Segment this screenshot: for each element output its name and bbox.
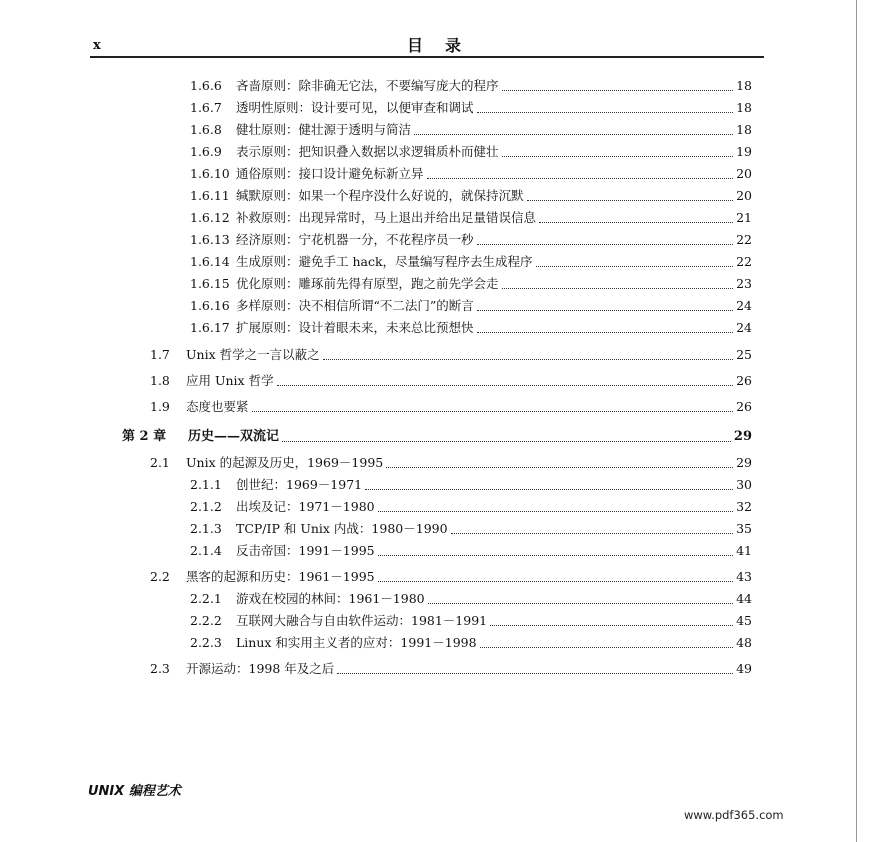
- toc-page-number: 43: [736, 569, 752, 584]
- toc-section-number: 1.6.13: [190, 232, 230, 247]
- toc-dot-leader: [365, 489, 733, 490]
- toc-section-title: 通俗原则：接口设计避免标新立异: [236, 166, 424, 181]
- toc-page-number: 32: [736, 499, 752, 514]
- toc-section-number: 1.6.12: [190, 210, 230, 225]
- toc-section-number: 2.1: [150, 455, 170, 470]
- toc-row[interactable]: [190, 253, 752, 271]
- toc-dot-leader: [477, 112, 734, 113]
- toc-section-title: 出埃及记：1971－1980: [236, 499, 375, 514]
- toc-section-title: 表示原则：把知识叠入数据以求逻辑质朴而健壮: [236, 144, 499, 159]
- toc-section-title: 应用 Unix 哲学: [186, 373, 274, 388]
- toc-dot-leader: [502, 156, 734, 157]
- toc-section-number: 2.2: [150, 569, 170, 584]
- toc-row[interactable]: [190, 231, 752, 249]
- toc-row[interactable]: [190, 634, 752, 652]
- toc-section-title: 缄默原则：如果一个程序没什么好说的，就保持沉默: [236, 188, 524, 203]
- header-divider: [90, 56, 764, 58]
- toc-dot-leader: [527, 200, 734, 201]
- toc-row[interactable]: [190, 319, 752, 337]
- header-title: 目录: [406, 36, 483, 55]
- toc-row[interactable]: [190, 99, 752, 117]
- toc-dot-leader: [539, 222, 733, 223]
- toc-page-number: 48: [736, 635, 752, 650]
- toc-section-number: 1.6.15: [190, 276, 230, 291]
- toc-page-number: 18: [736, 100, 752, 115]
- footer-watermark: www.pdf365.com: [684, 808, 784, 822]
- toc-dot-leader: [427, 178, 734, 179]
- toc-section-title: 生成原则：避免手工 hack，尽量编写程序去生成程序: [236, 254, 533, 269]
- toc-section-title: 开源运动：1998 年及之后: [186, 661, 335, 676]
- toc-page-number: 26: [736, 373, 752, 388]
- toc-section-title: 历史——双流记: [188, 429, 280, 444]
- toc-section-title: 优化原则：雕琢前先得有原型，跑之前先学会走: [236, 276, 499, 291]
- toc-page-number: 22: [736, 254, 752, 269]
- toc-page-number: 20: [736, 188, 752, 203]
- toc-row[interactable]: [150, 372, 752, 390]
- toc-page-number: 45: [736, 613, 752, 628]
- toc-row[interactable]: [190, 165, 752, 183]
- toc-row[interactable]: [190, 187, 752, 205]
- toc-section-number: 1.6.7: [190, 100, 222, 115]
- toc-section-number: 2.2.3: [190, 635, 222, 650]
- toc-section-title: 态度也要紧: [186, 399, 249, 414]
- toc-dot-leader: [428, 603, 733, 604]
- toc-section-title: 吝啬原则：除非确无它法，不要编写庞大的程序: [236, 78, 499, 93]
- toc-section-number: 1.6.9: [190, 144, 222, 159]
- toc-page-number: 20: [736, 166, 752, 181]
- toc-chapter-row[interactable]: [122, 428, 752, 446]
- toc-section-number: 1.7: [150, 347, 170, 362]
- toc-section-number: 1.6.11: [190, 188, 230, 203]
- toc-section-number: 1.6.14: [190, 254, 230, 269]
- toc-section-title: Linux 和实用主义者的应对：1991－1998: [236, 635, 477, 650]
- toc-section-title: 健壮原则：健壮源于透明与简洁: [236, 122, 412, 137]
- toc-row[interactable]: [190, 520, 752, 538]
- toc-row[interactable]: [150, 346, 752, 364]
- toc-page-number: 35: [736, 521, 752, 536]
- toc-row[interactable]: [190, 297, 752, 315]
- toc-row[interactable]: [190, 612, 752, 630]
- toc-page-number: 23: [736, 276, 752, 291]
- toc-dot-leader: [451, 533, 734, 534]
- toc-page-number: 19: [736, 144, 752, 159]
- toc-section-number: 2.1.4: [190, 543, 222, 558]
- toc-dot-leader: [477, 244, 734, 245]
- toc-section-title: 互联网大融合与自由软件运动：1981－1991: [236, 613, 488, 628]
- toc-row[interactable]: [150, 660, 752, 678]
- toc-section-title: Unix 的起源及历史，1969－1995: [186, 455, 384, 470]
- toc-row[interactable]: [190, 542, 752, 560]
- toc-dot-leader: [414, 134, 733, 135]
- toc-row[interactable]: [190, 143, 752, 161]
- toc-row[interactable]: [190, 275, 752, 293]
- toc-row[interactable]: [190, 476, 752, 494]
- toc-row[interactable]: [150, 568, 752, 586]
- toc-section-number: 1.6.17: [190, 320, 230, 335]
- toc-dot-leader: [252, 411, 734, 412]
- toc-dot-leader: [378, 581, 733, 582]
- toc-section-number: 2.3: [150, 661, 170, 676]
- toc-section-title: TCP/IP 和 Unix 内战：1980－1990: [236, 521, 448, 536]
- toc-section-title: 反击帝国：1991－1995: [236, 543, 375, 558]
- toc-section-number: 1.8: [150, 373, 170, 388]
- toc-dot-leader: [477, 332, 734, 333]
- toc-dot-leader: [536, 266, 734, 267]
- toc-dot-leader: [502, 90, 734, 91]
- toc-page-number: 29: [736, 455, 752, 470]
- toc-page-number: 18: [736, 78, 752, 93]
- toc-dot-leader: [323, 359, 733, 360]
- toc-page-number: 18: [736, 122, 752, 137]
- toc-page-number: 21: [736, 210, 752, 225]
- toc-row[interactable]: [190, 77, 752, 95]
- toc-section-number: 第 2 章: [122, 429, 167, 444]
- toc-section-number: 2.1.2: [190, 499, 222, 514]
- toc-dot-leader: [480, 647, 734, 648]
- footer-book-title: UNIX 编程艺术: [88, 784, 181, 799]
- page-edge: [856, 0, 857, 842]
- toc-page-number: 30: [736, 477, 752, 492]
- toc-section-title: 透明性原则：设计要可见，以便审查和调试: [236, 100, 474, 115]
- toc-page-number: 22: [736, 232, 752, 247]
- toc-row[interactable]: [190, 590, 752, 608]
- header-page-number: x: [93, 38, 101, 53]
- toc-section-number: 1.9: [150, 399, 170, 414]
- toc-section-title: 扩展原则：设计着眼未来，未来总比预想快: [236, 320, 474, 335]
- toc-row[interactable]: [150, 398, 752, 416]
- toc-section-title: 游戏在校园的林间：1961－1980: [236, 591, 425, 606]
- toc-row[interactable]: [150, 454, 752, 472]
- toc-section-number: 2.2.2: [190, 613, 222, 628]
- toc-row[interactable]: [190, 498, 752, 516]
- toc-section-number: 2.1.3: [190, 521, 222, 536]
- toc-dot-leader: [337, 673, 733, 674]
- toc-section-number: 1.6.10: [190, 166, 230, 181]
- toc-dot-leader: [282, 441, 731, 442]
- toc-section-number: 1.6.16: [190, 298, 230, 313]
- toc-section-number: 1.6.8: [190, 122, 222, 137]
- toc-row[interactable]: [190, 209, 752, 227]
- toc-dot-leader: [277, 385, 734, 386]
- toc-section-number: 1.6.6: [190, 78, 222, 93]
- toc-dot-leader: [490, 625, 733, 626]
- toc-section-title: Unix 哲学之一言以蔽之: [186, 347, 320, 362]
- toc-section-number: 2.1.1: [190, 477, 222, 492]
- toc-page-number: 44: [736, 591, 752, 606]
- toc-dot-leader: [378, 555, 733, 556]
- toc-section-title: 创世纪：1969－1971: [236, 477, 363, 492]
- toc-section-title: 经济原则：宁花机器一分，不花程序员一秒: [236, 232, 474, 247]
- toc-dot-leader: [477, 310, 733, 311]
- toc-page-number: 25: [736, 347, 752, 362]
- toc-section-title: 黑客的起源和历史：1961－1995: [186, 569, 375, 584]
- toc-section-number: 2.2.1: [190, 591, 222, 606]
- toc-dot-leader: [386, 467, 733, 468]
- toc-dot-leader: [378, 511, 733, 512]
- toc-page-number: 26: [736, 399, 752, 414]
- toc-row[interactable]: [190, 121, 752, 139]
- toc-page-number: 24: [736, 320, 752, 335]
- toc-page-number: 49: [736, 661, 752, 676]
- toc-section-title: 多样原则：决不相信所谓“不二法门”的断言: [236, 298, 474, 313]
- toc-dot-leader: [502, 288, 734, 289]
- toc-page-number: 24: [736, 298, 752, 313]
- toc-section-title: 补救原则：出现异常时，马上退出并给出足量错误信息: [236, 210, 537, 225]
- toc-page-number: 29: [733, 429, 752, 444]
- toc-page-number: 41: [736, 543, 752, 558]
